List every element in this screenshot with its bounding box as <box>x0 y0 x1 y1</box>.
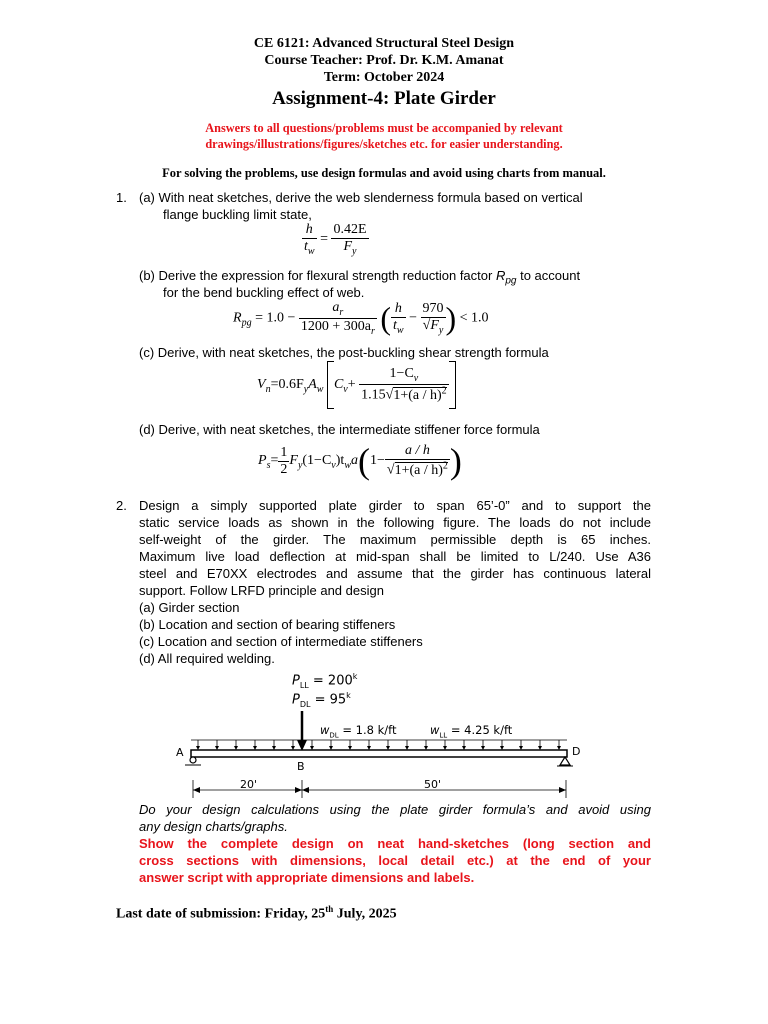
dim-arrow-3 <box>302 787 309 793</box>
formula-rpg: $R_{pg} = 1.0$ − $\frac{a_r}{1200 + 300a_r}$ ( $\frac{h}{t_w}$ − $\frac{970}{√F_y}$ ) < 1.0 <box>233 300 489 337</box>
course-term: Term: October 2024 <box>323 70 445 85</box>
q2-item-d: (d) All required welding. <box>139 651 275 666</box>
dim-arrow-2 <box>295 787 302 793</box>
q2-line-6: support. Follow LRFD principle and design <box>139 583 384 598</box>
after-text <box>139 801 651 886</box>
red-note-line-2: drawings/illustrations/figures/sketches etc. for easier understanding. <box>205 137 563 151</box>
q1d-line1: (d) Derive, with neat sketches, the intermediate stiffener force formula <box>139 422 540 437</box>
point-a-label: A <box>176 746 184 759</box>
wdl-label: $w_{DL} = 1.8$ k/ft <box>320 723 397 740</box>
red-note-line-1: Answers to all questions/problems must be accompanied by relevant <box>205 121 563 135</box>
q2-line-2: static service loads as shown in the following figure. The loads do not include <box>139 515 651 530</box>
dim-left-label: 20' <box>240 778 258 791</box>
course-title: CE 6121: Advanced Structural Steel Design <box>253 36 515 51</box>
q2-number: 2. <box>116 498 127 513</box>
q2-line-3: self-weight of the girder. The maximum permissible depth is 65 inches. <box>139 532 651 547</box>
q1b-line1: (b) Derive the expression for flexural strength reduction factor $R_{pg}$ to account <box>139 268 581 287</box>
wll-label: $w_{LL} = 4.25$ k/ft <box>430 723 513 740</box>
q1a-line1: (a) With neat sketches, derive the web slenderness formula based on vertical <box>139 190 583 205</box>
italic-note-1: Do your design calculations using the plate girder formula’s and avoid using <box>139 802 651 817</box>
q2-line-1: Design a simply supported plate girder to span 65’-0” and to support the <box>139 498 651 513</box>
support-d <box>560 757 570 765</box>
q2-line-4: Maximum live load deflection at mid-span shall be limited to L/240. Use A36 <box>139 549 651 564</box>
red-instruction-1: Show the complete design on neat hand-sketches (long section and <box>139 836 651 851</box>
course-teacher: Course Teacher: Prof. Dr. K.M. Amanat <box>264 53 504 68</box>
q2-line-5: steel and E70XX electrodes and assume that the girder has continuous lateral <box>139 566 651 581</box>
red-instruction-3: answer script with appropriate dimensions and labels. <box>139 870 475 885</box>
pll-label: $P_{LL} = 200^k$ <box>292 672 358 690</box>
dim-arrow-1 <box>193 787 200 793</box>
q1-number: 1. <box>116 190 127 205</box>
page-title: Assignment-4: Plate Girder <box>272 88 496 109</box>
formula-vn: $V_n=0.6F_yA_w$ $C_v+$ $\frac{1-C_v}{1.15√1+(a / h)^2}$ <box>257 361 456 409</box>
last-date: Last date of submission: Friday, 25th July, 2025 <box>116 904 397 922</box>
pdl-label: $P_{DL} = 95^k$ <box>292 691 351 709</box>
beam <box>191 750 567 757</box>
q1b-line2: for the bend buckling effect of web. <box>163 285 365 300</box>
q1a-line2: flange buckling limit state, <box>163 207 312 222</box>
q2-item-c: (c) Location and section of intermediate stiffeners <box>139 634 423 649</box>
point-b-label: B <box>297 760 305 773</box>
red-instruction-2: cross sections with dimensions, local detail etc.) at the end of your <box>139 853 651 868</box>
instruction: For solving the problems, use design formulas and avoid using charts from manual. <box>162 166 606 180</box>
q2-item-b: (b) Location and section of bearing stiffeners <box>139 617 396 632</box>
support-a <box>190 757 196 763</box>
dim-arrow-4 <box>559 787 566 793</box>
point-d-label: D <box>572 745 581 758</box>
formula-ps: $P_s=$ $\frac{1}{2}$ $F_y(1-C_v)t_wa(1-$ $\frac{a / h}{√1+(a / h)^2}$ ) <box>258 441 462 481</box>
italic-note-2: any design charts/graphs. <box>139 819 288 834</box>
q1c-line1: (c) Derive, with neat sketches, the post-buckling shear strength formula <box>139 345 549 360</box>
q2-item-a: (a) Girder section <box>139 600 240 615</box>
dim-right-label: 50' <box>424 778 442 791</box>
formula-web-slenderness: $\frac{h}{t_w}$ = $\frac{0.42E}{F_y}$ <box>304 222 367 257</box>
udl-arrows <box>196 740 561 750</box>
